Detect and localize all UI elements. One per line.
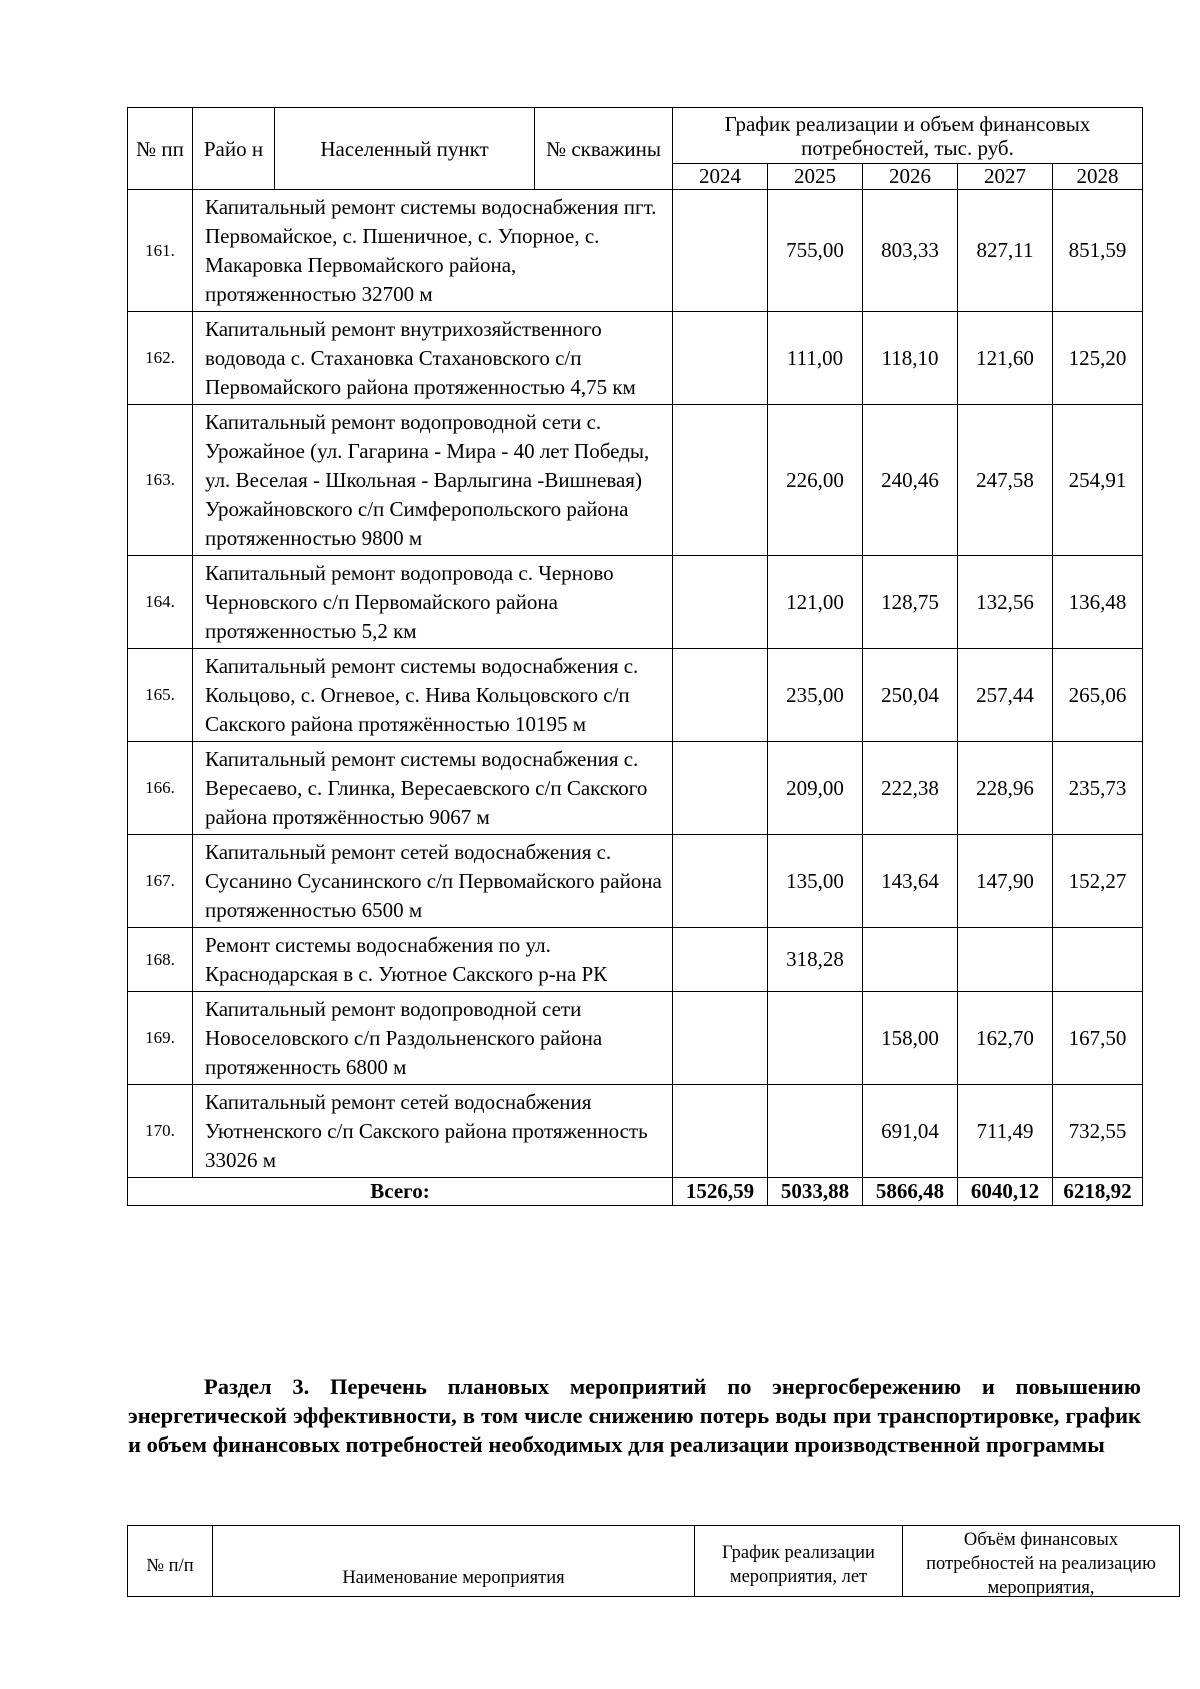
- value-2028: 265,06: [1053, 649, 1143, 742]
- header-year-2025: 2025: [768, 164, 863, 190]
- header-year-2028: 2028: [1053, 164, 1143, 190]
- value-2026: 118,10: [863, 312, 958, 405]
- header-item-number-text: № п/п: [146, 1556, 194, 1576]
- value-2027: [958, 928, 1053, 992]
- header-measure-schedule-text: График реализации мероприятия, лет: [722, 1543, 875, 1587]
- row-description: Капитальный ремонт сетей водоснабжения с. Сусанино Сусанинского с/п Первомайского района протяженностью 6500 м: [193, 835, 673, 928]
- value-2027: 247,58: [958, 405, 1053, 556]
- header-measure-schedule: [695, 1526, 903, 1597]
- value-2024: [673, 928, 768, 992]
- value-2027: 827,11: [958, 190, 1053, 312]
- row-number: 163.: [128, 405, 193, 556]
- row-description: Капитальный ремонт водопроводной сети Новоселовского с/п Раздольненского района протяженность 6800 м: [193, 992, 673, 1085]
- value-2026: [863, 928, 958, 992]
- header-schedule: График реализации и объем финансовых потребностей, тыс. руб.: [673, 108, 1143, 164]
- value-2026: 250,04: [863, 649, 958, 742]
- header-well-number: № скважины: [535, 108, 673, 190]
- row-number: 168.: [128, 928, 193, 992]
- header-item-number: [128, 1526, 213, 1597]
- value-2028: 235,73: [1053, 742, 1143, 835]
- header-year-2027: 2027: [958, 164, 1053, 190]
- table-row: [128, 928, 1143, 992]
- header-district: Райо н: [193, 108, 275, 190]
- row-description: Капитальный ремонт внутрихозяйственного водовода с. Стахановка Стахановского с/п Первомайского района протяженностью 4,75 км: [193, 312, 673, 405]
- value-2028: 125,20: [1053, 312, 1143, 405]
- value-2028: 152,27: [1053, 835, 1143, 928]
- row-description: Капитальный ремонт системы водоснабжения с. Вересаево, с. Глинка, Вересаевского с/п Сакского района протяжённостью 9067 м: [193, 742, 673, 835]
- header-measure-finance-wrap: [903, 1526, 1179, 1596]
- header-measure-finance-text: Объём финансовых потребностей на реализацию мероприятия,: [926, 1530, 1156, 1596]
- total-2026: 5866,48: [863, 1178, 958, 1206]
- value-2026: 143,64: [863, 835, 958, 928]
- table-row: [128, 556, 1143, 649]
- total-2028: 6218,92: [1053, 1178, 1143, 1206]
- row-number: 162.: [128, 312, 193, 405]
- value-2025: 755,00: [768, 190, 863, 312]
- value-2028: 254,91: [1053, 405, 1143, 556]
- value-2025: 235,00: [768, 649, 863, 742]
- total-label: Всего:: [128, 1178, 673, 1206]
- value-2027: 132,56: [958, 556, 1053, 649]
- value-2027: 121,60: [958, 312, 1053, 405]
- value-2025: 111,00: [768, 312, 863, 405]
- value-2025: 318,28: [768, 928, 863, 992]
- row-number: 166.: [128, 742, 193, 835]
- value-2024: [673, 190, 768, 312]
- row-description: Капитальный ремонт системы водоснабжения пгт. Первомайское, с. Пшеничное, с. Упорное, с. Макаровка Первомайского района, протяженностью 32700 м: [193, 190, 673, 312]
- value-2028: 732,55: [1053, 1085, 1143, 1178]
- row-description: Капитальный ремонт системы водоснабжения с. Кольцово, с. Огневое, с. Нива Кольцовского с/п Сакского района протяжённостью 10195 м: [193, 649, 673, 742]
- value-2026: 240,46: [863, 405, 958, 556]
- value-2028: [1053, 928, 1143, 992]
- value-2027: 257,44: [958, 649, 1053, 742]
- total-row: [128, 1178, 1143, 1206]
- row-number: 165.: [128, 649, 193, 742]
- row-description: Капитальный ремонт водопровода с. Черново Черновского с/п Первомайского района протяженностью 5,2 км: [193, 556, 673, 649]
- measures-table: [127, 1525, 1180, 1597]
- value-2024: [673, 992, 768, 1085]
- header-year-2024: 2024: [673, 164, 768, 190]
- value-2024: [673, 556, 768, 649]
- table-row: [128, 742, 1143, 835]
- value-2024: [673, 742, 768, 835]
- value-2024: [673, 649, 768, 742]
- total-2025: 5033,88: [768, 1178, 863, 1206]
- row-number: 169.: [128, 992, 193, 1085]
- header-measure-finance: [903, 1526, 1180, 1597]
- row-number: 164.: [128, 556, 193, 649]
- value-2025: [768, 992, 863, 1085]
- value-2027: 711,49: [958, 1085, 1053, 1178]
- value-2024: [673, 1085, 768, 1178]
- value-2026: 691,04: [863, 1085, 958, 1178]
- table-row: [128, 190, 1143, 312]
- value-2025: [768, 1085, 863, 1178]
- total-2027: 6040,12: [958, 1178, 1053, 1206]
- table-row: [128, 649, 1143, 742]
- header-measure-name-text: Наименование мероприятия: [342, 1568, 565, 1588]
- value-2026: 158,00: [863, 992, 958, 1085]
- header-measure-schedule-wrap: [695, 1526, 902, 1596]
- header-year-2026: 2026: [863, 164, 958, 190]
- value-2026: 128,75: [863, 556, 958, 649]
- value-2024: [673, 312, 768, 405]
- value-2027: 228,96: [958, 742, 1053, 835]
- row-number: 167.: [128, 835, 193, 928]
- value-2026: 222,38: [863, 742, 958, 835]
- value-2024: [673, 405, 768, 556]
- value-2026: 803,33: [863, 190, 958, 312]
- row-description: Капитальный ремонт сетей водоснабжения Уютненского с/п Сакского района протяженность 33026 м: [193, 1085, 673, 1178]
- table-row: [128, 835, 1143, 928]
- table-row: [128, 312, 1143, 405]
- row-number: 170.: [128, 1085, 193, 1178]
- value-2025: 135,00: [768, 835, 863, 928]
- value-2025: 121,00: [768, 556, 863, 649]
- total-2024: 1526,59: [673, 1178, 768, 1206]
- table-row: [128, 405, 1143, 556]
- value-2024: [673, 835, 768, 928]
- row-number: 161.: [128, 190, 193, 312]
- table-row: [128, 992, 1143, 1085]
- value-2028: 851,59: [1053, 190, 1143, 312]
- value-2027: 162,70: [958, 992, 1053, 1085]
- row-description: Капитальный ремонт водопроводной сети с. Урожайное (ул. Гагарина - Мира - 40 лет Победы, ул. Веселая - Школьная - Варлыгина -Вишневая) Урожайновского с/п Симферопольского района протяженностью 9800 м: [193, 405, 673, 556]
- value-2025: 209,00: [768, 742, 863, 835]
- header-measure-name: [213, 1526, 695, 1597]
- financing-schedule-table: [127, 107, 1143, 1206]
- value-2027: 147,90: [958, 835, 1053, 928]
- section-heading-text: Раздел 3. Перечень плановых мероприятий по энергосбережению и повышению энергетической эффективности, в том числе снижению потерь воды при транспортировке, график и объем финансовых потребностей необходимых для реализации производственной программы: [128, 1374, 1141, 1457]
- value-2025: 226,00: [768, 405, 863, 556]
- table-row: [128, 1085, 1143, 1178]
- section-heading: [128, 1372, 1141, 1459]
- value-2028: 136,48: [1053, 556, 1143, 649]
- header-item-number-wrap: [128, 1526, 212, 1596]
- header-measure-name-wrap: [213, 1526, 694, 1596]
- value-2028: 167,50: [1053, 992, 1143, 1085]
- header-locality: Населенный пункт: [275, 108, 535, 190]
- row-description: Ремонт системы водоснабжения по ул. Краснодарская в с. Уютное Сакского р-на РК: [193, 928, 673, 992]
- header-row-number: № пп: [128, 108, 193, 190]
